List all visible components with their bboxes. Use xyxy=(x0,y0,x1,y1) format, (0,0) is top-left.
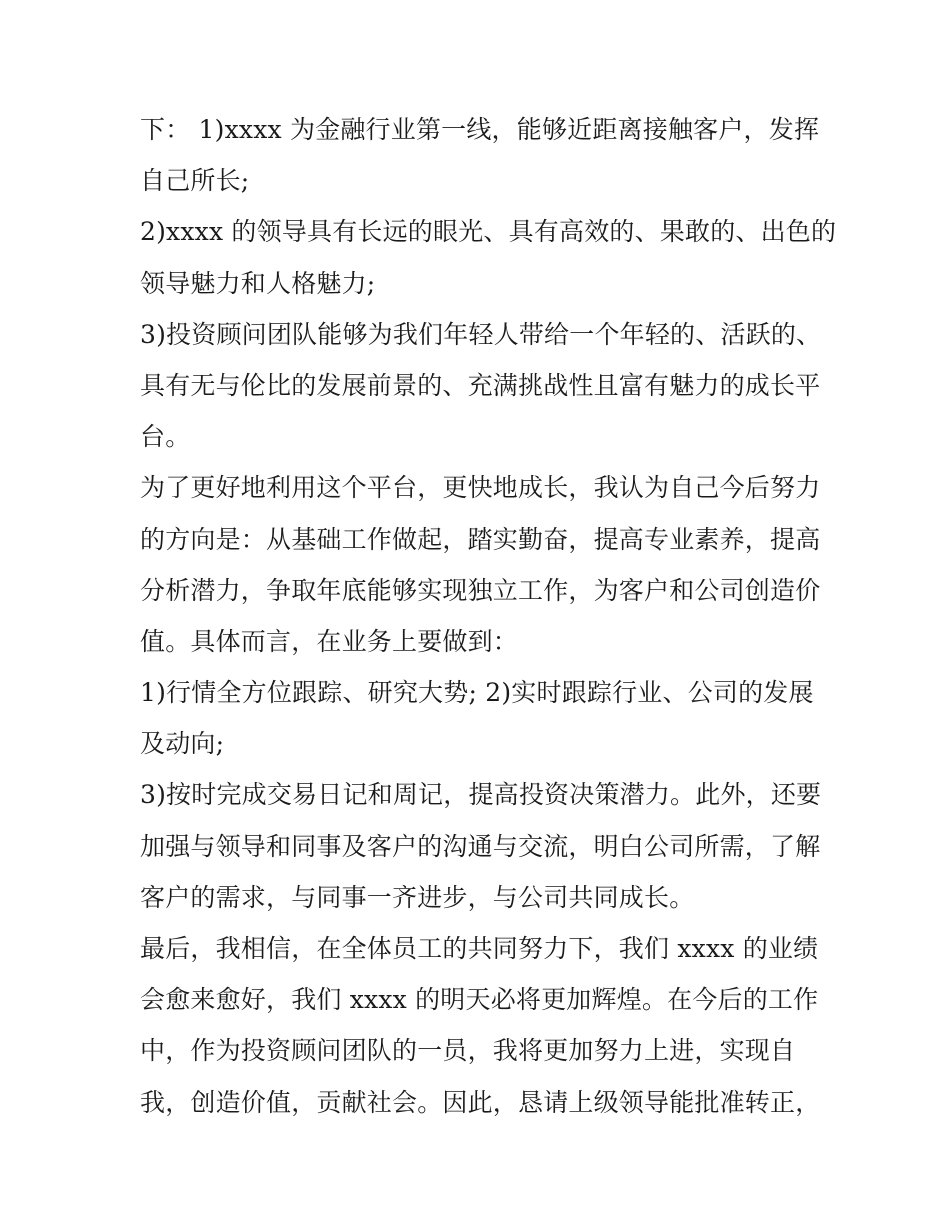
text-line: 客户的需求，与同事一齐进步，与公司共同成长。 xyxy=(140,882,695,912)
text-line: 的方向是：从基础工作做起，踏实勤奋，提高专业素养，提高 xyxy=(140,524,821,554)
text-line: 及动向; xyxy=(140,729,225,759)
text-line: 加强与领导和同事及客户的沟通与交流，明白公司所需，了解 xyxy=(140,831,821,861)
text-line: 为了更好地利用这个平台，更快地成长，我认为自己今后努力 xyxy=(140,473,821,503)
text-line: 自己所长; xyxy=(140,166,250,196)
document-page xyxy=(140,104,837,1128)
text-line: 3)投资顾问团队能够为我们年轻人带给一个年轻的、活跃的、 xyxy=(140,319,822,349)
text-line: 最后，我相信，在全体员工的共同努力下，我们 xxxx 的业绩 xyxy=(140,934,819,963)
text-line: 值。具体而言，在业务上要做到： xyxy=(140,626,519,656)
text-line: 下： 1)xxxx 为金融行业第一线，能够近距离接触客户，发挥 xyxy=(140,115,820,144)
text-line: 分析潜力，争取年底能够实现独立工作，为客户和公司创造价 xyxy=(140,575,821,605)
text-line: 具有无与伦比的发展前景的、充满挑战性且富有魅力的成长平 xyxy=(140,370,821,400)
text-line: 2)xxxx 的领导具有长远的眼光、具有高效的、果敢的、出色的 xyxy=(140,217,837,247)
text-line: 1)行情全方位跟踪、研究大势; 2)实时跟踪行业、公司的发展 xyxy=(140,678,814,708)
text-line: 3)按时完成交易日记和周记，提高投资决策潜力。此外，还要 xyxy=(140,780,822,810)
text-line: 中，作为投资顾问团队的一员，我将更加努力上进，实现自 xyxy=(140,1036,796,1066)
text-line: 领导魅力和人格魅力; xyxy=(140,268,376,298)
text-line: 会愈来愈好，我们 xxxx 的明天必将更加辉煌。在今后的工作 xyxy=(140,985,819,1015)
text-line: 台。 xyxy=(140,422,191,452)
text-line: 我，创造价值，贡献社会。因此，恳请上级领导能批准转正， xyxy=(140,1087,821,1117)
